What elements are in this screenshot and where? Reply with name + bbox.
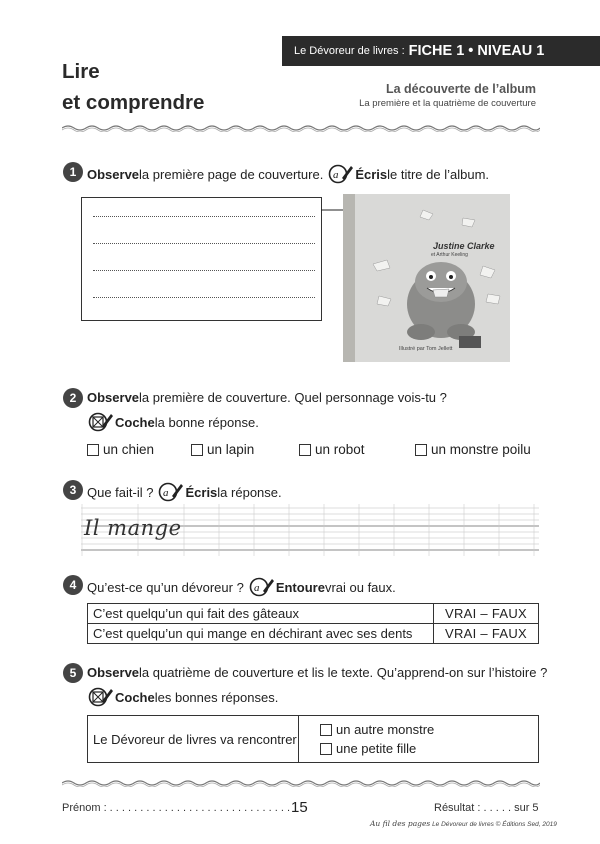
q5-statement: Le Dévoreur de livres va rencontrer <box>88 716 299 762</box>
prenom-field[interactable]: Prénom : . . . . . . . . . . . . . . . . . . . . . . . . . . . . . . <box>62 802 290 814</box>
question-2-number: 2 <box>63 388 83 408</box>
section-subtitle: La première et la quatrième de couverture <box>359 98 536 109</box>
q5-text: la quatrième de couverture et lis le texte. Qu’apprend-on sur l’histoire ? <box>139 665 548 680</box>
question-2-prompt <box>87 390 447 405</box>
vrai-faux-choice[interactable]: VRAI – FAUX <box>434 604 539 624</box>
q4-entoure: Entoure <box>275 579 325 595</box>
question-3-number: 3 <box>63 480 83 500</box>
title-line-2: et comprendre <box>62 91 205 114</box>
table-row <box>88 604 539 624</box>
checkbox[interactable] <box>320 743 332 755</box>
cover-spine <box>343 194 355 362</box>
q2-option-label: un robot <box>315 442 365 457</box>
question-5-instruction <box>87 687 278 707</box>
question-1-number: 1 <box>63 162 83 182</box>
q5-options <box>320 720 434 758</box>
cover-illustrator: Illustré par Tom Jellett <box>399 346 453 352</box>
statement-cell: C’est quelqu’un qui fait des gâteaux <box>88 604 434 624</box>
question-1-prompt <box>87 164 489 184</box>
q3-ecris: Écris <box>185 484 218 500</box>
q2-coche: Coche <box>115 414 155 430</box>
checkbox-pencil-icon <box>87 412 113 432</box>
checkbox-pencil-icon <box>87 687 113 707</box>
svg-text:a: a <box>333 169 339 181</box>
cover-coauthor: et Arthur Keeling <box>431 252 468 258</box>
footer-credit <box>370 819 557 828</box>
checkbox[interactable] <box>320 724 332 736</box>
table-row <box>88 624 539 644</box>
book-cover-image <box>343 194 510 362</box>
q2-text2: la bonne réponse. <box>154 414 259 430</box>
q2-option-chien[interactable] <box>87 442 191 457</box>
section-heading <box>359 82 536 109</box>
question-5-number: 5 <box>63 663 83 683</box>
q3-text: Que fait-il ? <box>87 484 154 500</box>
question-2-instruction <box>87 412 259 432</box>
series-label: Le Dévoreur de livres : <box>294 45 405 57</box>
question-4-prompt <box>87 577 396 597</box>
q5-answer-table <box>87 715 539 763</box>
q5-observe: Observe <box>87 665 140 680</box>
checkbox[interactable] <box>191 444 203 456</box>
write-pencil-icon <box>327 164 353 184</box>
circle-pencil-icon <box>248 577 274 597</box>
question-5-prompt <box>87 665 547 680</box>
wave-divider-bottom <box>62 779 540 787</box>
answer-line <box>93 243 315 244</box>
brand-label: Au fil des pages <box>370 819 431 828</box>
q5-option-fille[interactable] <box>320 739 434 758</box>
q2-option-robot[interactable] <box>299 442 415 457</box>
title-line-1: Lire <box>62 60 100 83</box>
question-3-prompt <box>87 482 282 502</box>
handwriting-lines[interactable] <box>81 504 539 556</box>
answer-line <box>93 270 315 271</box>
q2-options <box>87 442 547 457</box>
svg-text:a: a <box>163 487 169 499</box>
q2-option-label: un lapin <box>207 442 255 457</box>
svg-text:a: a <box>253 582 260 594</box>
q5-option-monstre[interactable] <box>320 720 434 739</box>
checkbox[interactable] <box>415 444 427 456</box>
answer-line <box>93 216 315 217</box>
q2-observe: Observe <box>87 390 140 405</box>
q5-option-label: un autre monstre <box>336 722 435 737</box>
resultat-field: Résultat : . . . . . sur 5 <box>434 802 539 814</box>
true-false-table <box>87 603 539 644</box>
section-title: La découverte de l’album <box>385 82 536 96</box>
wave-divider-top <box>62 124 540 132</box>
monster-illustration <box>363 204 509 354</box>
q2-option-lapin[interactable] <box>191 442 299 457</box>
q5-option-label: une petite fille <box>336 741 417 756</box>
vrai-faux-choice[interactable]: VRAI – FAUX <box>434 624 539 644</box>
q5-text2: les bonnes réponses. <box>154 689 279 705</box>
q1-text2: le titre de l’album. <box>387 166 490 182</box>
answer-line <box>93 297 315 298</box>
q4-text: Qu’est-ce qu’un dévoreur ? <box>87 579 244 595</box>
q2-option-monstre[interactable] <box>415 442 531 457</box>
q1-ecris: Écris <box>355 166 388 182</box>
checkbox[interactable] <box>87 444 99 456</box>
q2-option-label: un chien <box>103 442 155 457</box>
q5-coche: Coche <box>115 689 155 705</box>
q4-text2: vrai ou faux. <box>324 579 396 595</box>
q2-text: la première de couverture. Quel personnage vois-tu ? <box>139 390 447 405</box>
page-title <box>62 56 204 118</box>
credit-label: Le Dévoreur de livres © Éditions Sed, 2019 <box>432 821 557 828</box>
question-4-number: 4 <box>63 575 83 595</box>
statement-cell: C’est quelqu’un qui mange en déchirant avec ses dents <box>88 624 434 644</box>
q3-text2: la réponse. <box>217 484 282 500</box>
handwritten-answer: Il mange <box>84 516 182 540</box>
q1-observe: Observe <box>87 166 140 182</box>
fiche-label: FICHE 1 • NIVEAU 1 <box>408 43 545 59</box>
write-pencil-icon <box>157 482 183 502</box>
q1-text: la première page de couverture. <box>139 166 324 182</box>
title-answer-box[interactable] <box>81 197 322 321</box>
checkbox[interactable] <box>299 444 311 456</box>
fiche-banner <box>282 36 600 66</box>
cover-author: Justine Clarke <box>433 241 495 251</box>
page-number: 15 <box>291 799 308 816</box>
q2-option-label: un monstre poilu <box>431 442 531 457</box>
